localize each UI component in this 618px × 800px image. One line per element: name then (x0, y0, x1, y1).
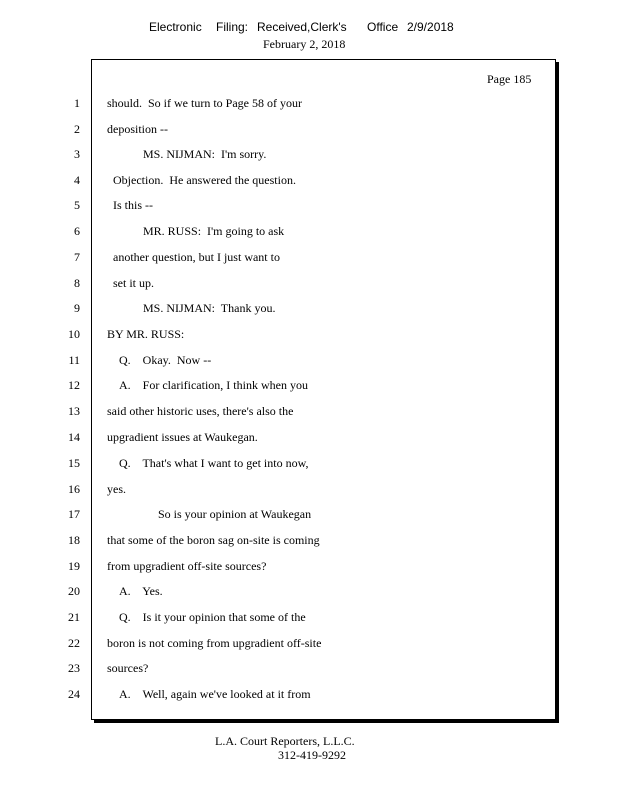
line-number: 5 (74, 198, 80, 212)
line-number: 3 (74, 147, 80, 161)
transcript-line (0, 96, 618, 116)
transcript-line (0, 250, 618, 270)
line-text: A. Yes. (119, 584, 163, 598)
line-number: 20 (68, 584, 80, 598)
line-text: from upgradient off-site sources? (107, 559, 267, 573)
line-text: MS. NIJMAN: I'm sorry. (143, 147, 267, 161)
transcript-line (0, 353, 618, 373)
line-number: 17 (68, 507, 80, 521)
line-text: BY MR. RUSS: (107, 327, 185, 341)
line-number: 6 (74, 224, 80, 238)
line-text: boron is not coming from upgradient off-site (107, 636, 322, 650)
line-text: MS. NIJMAN: Thank you. (143, 301, 276, 315)
transcript-line (0, 224, 618, 244)
line-number: 19 (68, 559, 80, 573)
transcript-line (0, 122, 618, 142)
transcript-line (0, 584, 618, 604)
transcript-line (0, 198, 618, 218)
page-number: Page 185 (487, 72, 532, 86)
transcript-line (0, 147, 618, 167)
transcript-line (0, 507, 618, 527)
line-text: A. Well, again we've looked at it from (119, 687, 311, 701)
line-number: 9 (74, 301, 80, 315)
line-text: said other historic uses, there's also the (107, 404, 294, 418)
transcript-line (0, 327, 618, 347)
stamp-word: Electronic (149, 20, 202, 34)
line-text: MR. RUSS: I'm going to ask (143, 224, 285, 238)
line-number: 2 (74, 122, 80, 136)
line-text: Objection. He answered the question. (113, 173, 296, 187)
reporter-company: L.A. Court Reporters, L.L.C. (215, 734, 355, 748)
line-number: 16 (68, 482, 80, 496)
filed-date: February 2, 2018 (263, 37, 346, 51)
line-text: yes. (107, 482, 126, 496)
line-number: 11 (68, 353, 80, 367)
line-number: 23 (68, 661, 80, 675)
stamp-word: Received,Clerk's (257, 20, 347, 34)
line-text: upgradient issues at Waukegan. (107, 430, 258, 444)
line-number: 4 (74, 173, 80, 187)
line-number: 21 (68, 610, 80, 624)
line-text: Q. That's what I want to get into now, (119, 456, 309, 470)
line-number: 7 (74, 250, 80, 264)
transcript-line (0, 661, 618, 681)
transcript-line (0, 276, 618, 296)
line-text: another question, but I just want to (113, 250, 280, 264)
stamp-date: 2/9/2018 (407, 20, 454, 34)
line-text: A. For clarification, I think when you (119, 378, 308, 392)
transcript-line (0, 559, 618, 579)
transcript-line (0, 430, 618, 450)
line-number: 12 (68, 378, 80, 392)
line-number: 18 (68, 533, 80, 547)
line-number: 14 (68, 430, 80, 444)
transcript-line (0, 482, 618, 502)
line-number: 24 (68, 687, 80, 701)
transcript-line (0, 636, 618, 656)
transcript-line (0, 378, 618, 398)
line-number: 15 (68, 456, 80, 470)
line-text: deposition -- (107, 122, 168, 136)
transcript-line (0, 456, 618, 476)
line-text: So is your opinion at Waukegan (158, 507, 312, 521)
line-text: Q. Okay. Now -- (119, 353, 212, 367)
line-text: should. So if we turn to Page 58 of your (107, 96, 302, 110)
line-number: 8 (74, 276, 80, 290)
transcript-line (0, 533, 618, 553)
line-text: Is this -- (113, 198, 153, 212)
line-text: that some of the boron sag on-site is coming (107, 533, 320, 547)
line-number: 10 (68, 327, 80, 341)
transcript-line (0, 404, 618, 424)
transcript-line (0, 610, 618, 630)
stamp-word: Filing: (216, 20, 249, 34)
transcript-line (0, 301, 618, 321)
line-text: sources? (107, 661, 149, 675)
line-text: Q. Is it your opinion that some of the (119, 610, 306, 624)
transcript-line (0, 173, 618, 193)
line-number: 13 (68, 404, 80, 418)
line-number: 22 (68, 636, 80, 650)
line-text: set it up. (113, 276, 154, 290)
transcript-line (0, 687, 618, 707)
stamp-word: Office (367, 20, 399, 34)
line-number: 1 (74, 96, 80, 110)
reporter-phone: 312-419-9292 (278, 748, 346, 762)
